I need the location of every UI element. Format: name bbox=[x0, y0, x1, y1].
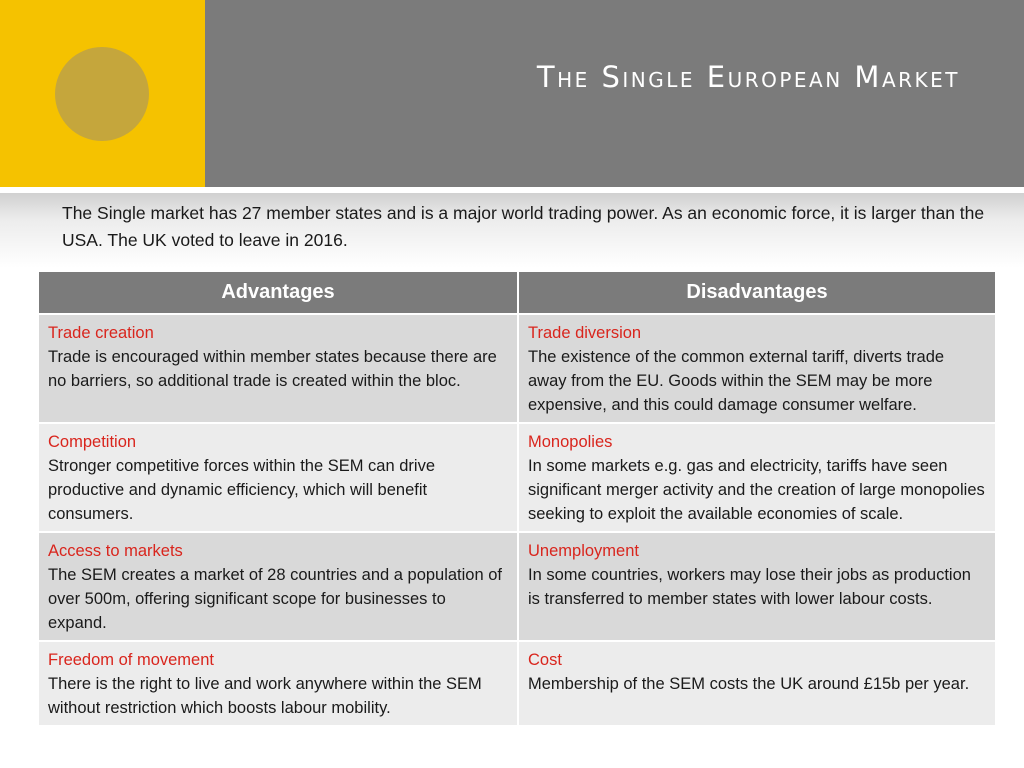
advantage-cell bbox=[38, 423, 518, 532]
advantage-title: Competition bbox=[48, 433, 137, 451]
advantage-text: Stronger competitive forces within the SEM can drive productive and dynamic efficiency, which will benefit consumers. bbox=[48, 457, 436, 523]
disadvantage-cell bbox=[518, 641, 996, 726]
disadvantage-title: Monopolies bbox=[528, 433, 613, 451]
disadvantage-text: In some markets e.g. gas and electricity, tariffs have seen significant merger activity and the creation of large monopolies seeking to exploit the available economies of scale. bbox=[528, 457, 985, 523]
disadvantage-text: In some countries, workers may lose their jobs as production is transferred to member states with lower labour costs. bbox=[528, 566, 971, 608]
slide-title: The Single European Market bbox=[536, 60, 960, 94]
table-row bbox=[38, 423, 996, 532]
advantage-text: Trade is encouraged within member states because there are no barriers, so additional trade is created within the bloc. bbox=[48, 348, 497, 390]
disadvantage-cell bbox=[518, 314, 996, 423]
disadvantage-title: Trade diversion bbox=[528, 324, 642, 342]
table-row bbox=[38, 314, 996, 423]
disadvantage-text: Membership of the SEM costs the UK around £15b per year. bbox=[528, 675, 970, 693]
advantage-text: There is the right to live and work anywhere within the SEM without restriction which boosts labour mobility. bbox=[48, 675, 482, 717]
disadvantage-text: The existence of the common external tariff, diverts trade away from the EU. Goods within the SEM may be more expensive, and this could damage consumer welfare. bbox=[528, 348, 945, 414]
table-row bbox=[38, 641, 996, 726]
advantages-header: Advantages bbox=[38, 271, 518, 314]
comparison-table bbox=[37, 270, 997, 727]
disadvantages-header: Disadvantages bbox=[518, 271, 996, 314]
accent-block bbox=[0, 0, 205, 187]
disadvantage-title: Unemployment bbox=[528, 542, 639, 560]
table-row bbox=[38, 532, 996, 641]
disadvantage-cell bbox=[518, 423, 996, 532]
decorative-circle bbox=[55, 47, 149, 141]
advantage-title: Freedom of movement bbox=[48, 651, 214, 669]
table-header-row bbox=[38, 271, 996, 314]
intro-text: The Single market has 27 member states and is a major world trading power. As an economic force, it is larger than the USA. The UK voted to leave in 2016. bbox=[62, 203, 985, 250]
advantage-cell bbox=[38, 641, 518, 726]
advantage-title: Access to markets bbox=[48, 542, 183, 560]
advantage-title: Trade creation bbox=[48, 324, 154, 342]
title-bar bbox=[205, 0, 1024, 187]
disadvantage-cell bbox=[518, 532, 996, 641]
advantage-cell bbox=[38, 532, 518, 641]
advantage-text: The SEM creates a market of 28 countries and a population of over 500m, offering significant scope for businesses to expand. bbox=[48, 566, 503, 632]
disadvantage-title: Cost bbox=[528, 651, 562, 669]
advantage-cell bbox=[38, 314, 518, 423]
